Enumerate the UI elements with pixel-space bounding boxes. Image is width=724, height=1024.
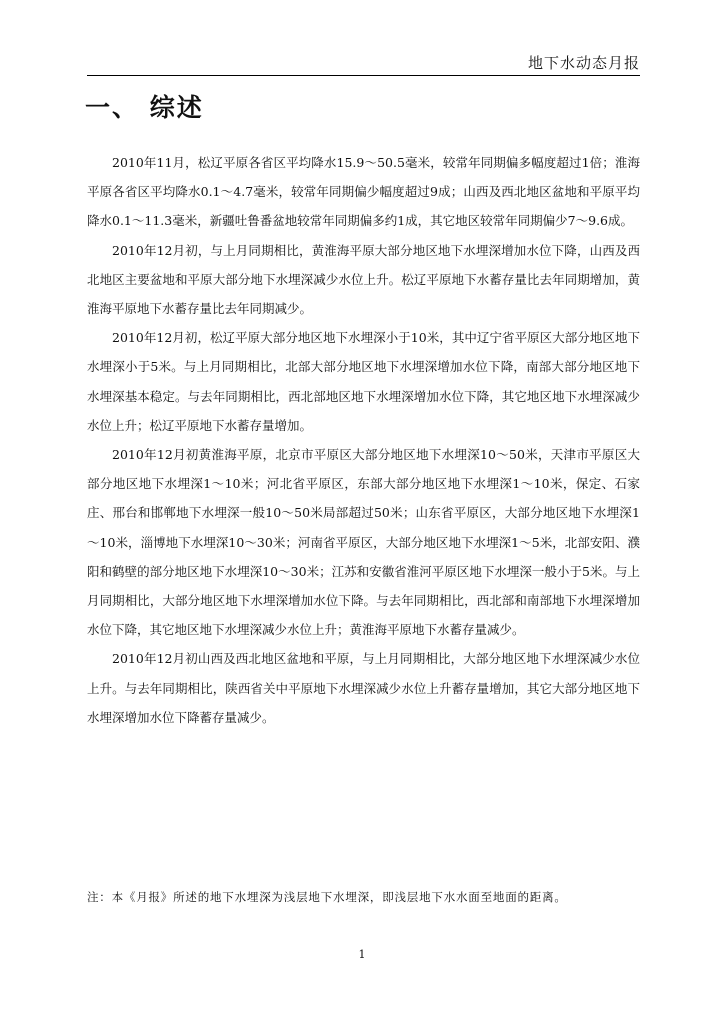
header-rule (87, 75, 640, 76)
paragraph: 2010年12月初黄淮海平原，北京市平原区大部分地区地下水埋深10～50米，天津市平原区大部分地区地下水埋深1～10米；河北省平原区，东部大部分地区地下水埋深1～10米，保定、石家庄、邢台和邯郸地下水埋深一般10～50米局部超过50米；山东省平原区，大部分地区地下水埋深1～10米，淄博地下水埋深10～30米；河南省平原区，大部分地区地下水埋深1～5米，北部安阳、濮阳和鹤壁的部分地区地下水埋深10～30米；江苏和安徽省淮河平原区地下水埋深一般小于5米。与上月同期相比，大部分地区地下水埋深增加水位下降。与去年同期相比，西北部和南部地下水埋深增加水位下降，其它地区地下水埋深减少水位上升；黄淮海平原地下水蓄存量减少。 (87, 447, 640, 638)
paragraph: 2010年12月初，松辽平原大部分地区地下水埋深小于10米，其中辽宁省平原区大部分地区地下水埋深小于5米。与上月同期相比，北部大部分地区地下水埋深增加水位下降，南部大部分地区地下水埋深基本稳定。与去年同期相比，西北部地区地下水埋深增加水位下降，其它地区地下水埋深减少水位上升；松辽平原地下水蓄存量增加。 (87, 330, 640, 433)
page-header (87, 48, 640, 76)
section-heading: 一、 综述 (85, 93, 204, 122)
footnote: 注：本《月报》所述的地下水埋深为浅层地下水埋深，即浅层地下水水面至地面的距离。 (87, 890, 567, 904)
paragraph: 2010年12月初山西及西北地区盆地和平原，与上月同期相比，大部分地区地下水埋深减少水位上升。与去年同期相比，陕西省关中平原地下水埋深减少水位上升蓄存量增加，其它大部分地区地下水埋深增加水位下降蓄存量减少。 (87, 651, 640, 725)
header-title: 地下水动态月报 (527, 54, 640, 72)
paragraph: 2010年11月，松辽平原各省区平均降水15.9～50.5毫米，较常年同期偏多幅度超过1倍；淮海平原各省区平均降水0.1～4.7毫米，较常年同期偏少幅度超过9成；山西及西北地区盆地和平原平均降水0.1～11.3毫米，新疆吐鲁番盆地较常年同期偏多约1成，其它地区较常年同期偏少7～9.6成。 (87, 155, 640, 229)
paragraph: 2010年12月初，与上月同期相比，黄淮海平原大部分地区地下水埋深增加水位下降，山西及西北地区主要盆地和平原大部分地下水埋深减少水位上升。松辽平原地下水蓄存量比去年同期增加，黄淮海平原地下水蓄存量比去年同期减少。 (87, 242, 640, 317)
page-number: 1 (358, 948, 366, 961)
body-text (87, 148, 640, 732)
